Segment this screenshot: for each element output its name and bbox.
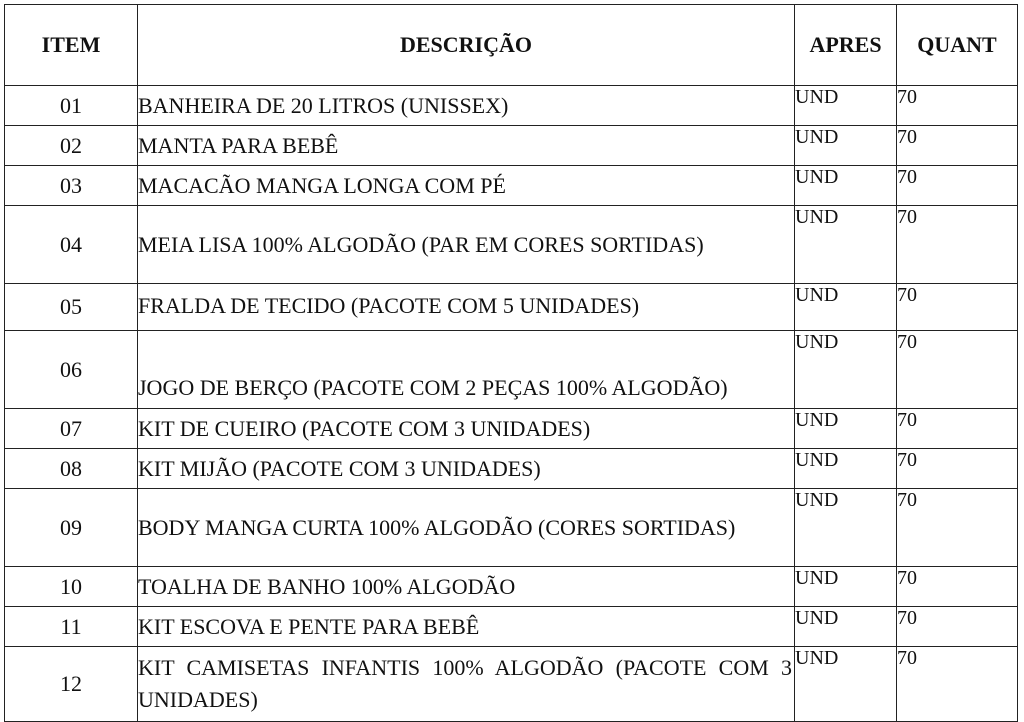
table-row bbox=[5, 409, 1018, 449]
table-row bbox=[5, 489, 1018, 567]
table-header bbox=[5, 5, 1018, 86]
header-item: ITEM bbox=[5, 5, 138, 86]
item-apres: UND bbox=[795, 607, 897, 647]
table-row bbox=[5, 331, 1018, 409]
item-description: KIT DE CUEIRO (PACOTE COM 3 UNIDADES) bbox=[138, 409, 795, 449]
item-description: JOGO DE BERÇO (PACOTE COM 2 PEÇAS 100% ALGODÃO) bbox=[138, 331, 795, 409]
item-number: 02 bbox=[5, 126, 138, 166]
item-description: KIT CAMISETAS INFANTIS 100% ALGODÃO (PACOTE COM 3 UNIDADES) bbox=[138, 647, 795, 722]
item-number: 05 bbox=[5, 284, 138, 331]
item-number: 09 bbox=[5, 489, 138, 567]
header-apres-text: APRES bbox=[809, 32, 882, 57]
items-table bbox=[4, 4, 1018, 722]
item-apres: UND bbox=[795, 449, 897, 489]
table-row bbox=[5, 206, 1018, 284]
header-row bbox=[5, 5, 1018, 86]
item-apres: UND bbox=[795, 126, 897, 166]
item-apres: UND bbox=[795, 284, 897, 331]
header-quant: QUANT bbox=[897, 5, 1018, 86]
item-quant: 70 bbox=[897, 284, 1018, 331]
item-number: 07 bbox=[5, 409, 138, 449]
table-row bbox=[5, 449, 1018, 489]
item-apres: UND bbox=[795, 647, 897, 722]
item-quant: 70 bbox=[897, 567, 1018, 607]
table-row bbox=[5, 647, 1018, 722]
item-number: 10 bbox=[5, 567, 138, 607]
item-apres: UND bbox=[795, 331, 897, 409]
item-number: 11 bbox=[5, 607, 138, 647]
table-body bbox=[5, 86, 1018, 722]
item-quant: 70 bbox=[897, 166, 1018, 206]
item-apres: UND bbox=[795, 86, 897, 126]
item-quant: 70 bbox=[897, 86, 1018, 126]
item-quant: 70 bbox=[897, 449, 1018, 489]
header-apres bbox=[795, 5, 897, 86]
item-quant: 70 bbox=[897, 607, 1018, 647]
item-description: MANTA PARA BEBÊ bbox=[138, 126, 795, 166]
item-number: 06 bbox=[5, 331, 138, 409]
item-apres: UND bbox=[795, 567, 897, 607]
item-quant: 70 bbox=[897, 126, 1018, 166]
item-quant: 70 bbox=[897, 331, 1018, 409]
item-number: 08 bbox=[5, 449, 138, 489]
item-description: MEIA LISA 100% ALGODÃO (PAR EM CORES SORTIDAS) bbox=[138, 206, 795, 284]
header-descricao: DESCRIÇÃO bbox=[138, 5, 795, 86]
item-quant: 70 bbox=[897, 489, 1018, 567]
item-description: BANHEIRA DE 20 LITROS (UNISSEX) bbox=[138, 86, 795, 126]
table-row bbox=[5, 284, 1018, 331]
table-row bbox=[5, 166, 1018, 206]
item-number: 03 bbox=[5, 166, 138, 206]
item-description: KIT MIJÃO (PACOTE COM 3 UNIDADES) bbox=[138, 449, 795, 489]
table-row bbox=[5, 86, 1018, 126]
item-number: 04 bbox=[5, 206, 138, 284]
table-row bbox=[5, 607, 1018, 647]
item-description: KIT ESCOVA E PENTE PARA BEBÊ bbox=[138, 607, 795, 647]
item-quant: 70 bbox=[897, 647, 1018, 722]
item-apres: UND bbox=[795, 206, 897, 284]
item-description: TOALHA DE BANHO 100% ALGODÃO bbox=[138, 567, 795, 607]
item-description: FRALDA DE TECIDO (PACOTE COM 5 UNIDADES) bbox=[138, 284, 795, 331]
table-row bbox=[5, 567, 1018, 607]
item-description: MACACÃO MANGA LONGA COM PÉ bbox=[138, 166, 795, 206]
table-row bbox=[5, 126, 1018, 166]
item-number: 12 bbox=[5, 647, 138, 722]
item-apres: UND bbox=[795, 166, 897, 206]
item-apres: UND bbox=[795, 409, 897, 449]
item-number: 01 bbox=[5, 86, 138, 126]
item-description: BODY MANGA CURTA 100% ALGODÃO (CORES SORTIDAS) bbox=[138, 489, 795, 567]
item-apres: UND bbox=[795, 489, 897, 567]
item-quant: 70 bbox=[897, 409, 1018, 449]
item-quant: 70 bbox=[897, 206, 1018, 284]
